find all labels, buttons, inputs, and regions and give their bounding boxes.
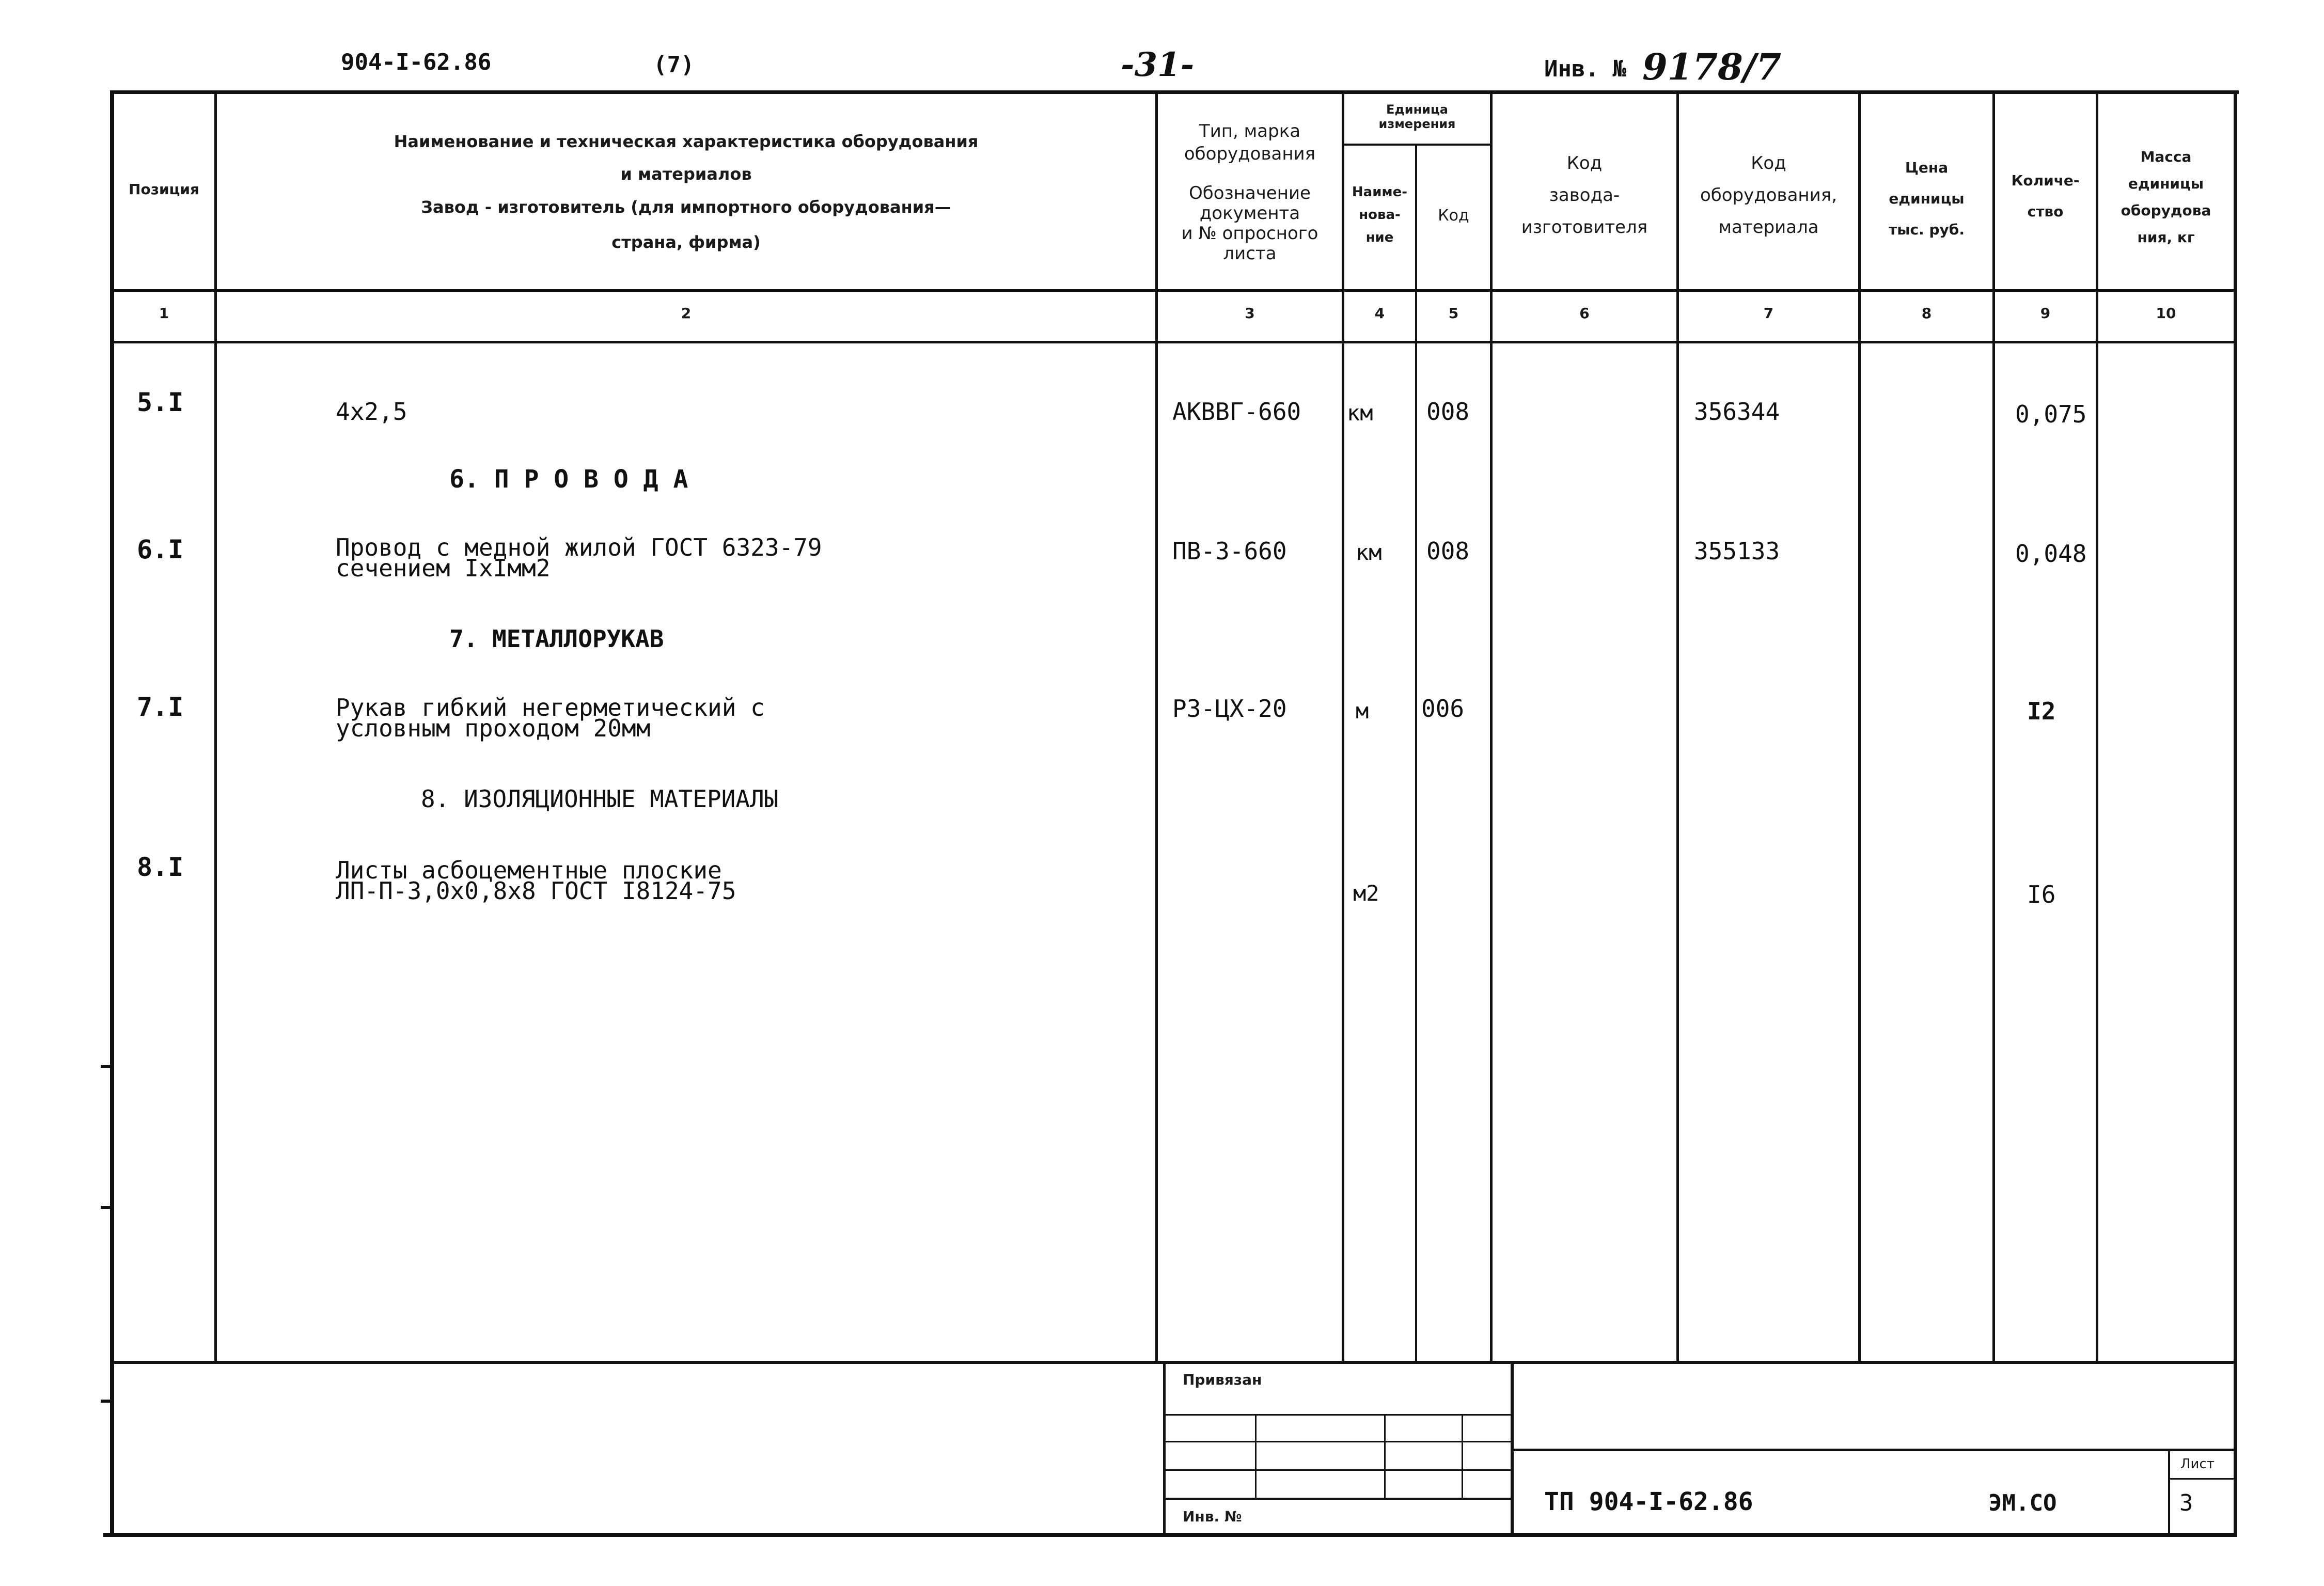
header-name-line2: и материалов	[620, 164, 752, 184]
row-8-1-name: Листы асбоцементные плоские ЛП-П-3,0x0,8x8 ГОСТ I8124-75	[336, 856, 736, 905]
numbers-bottom-line	[111, 341, 2236, 343]
col-sep-2	[1155, 90, 1158, 1362]
col-sep-3	[1342, 90, 1344, 1362]
stamp-document-title: ТП 904-I-62.86	[1544, 1487, 1753, 1516]
row-8-1-quantity: I6	[2027, 881, 2056, 908]
row-6-1-type: ПВ-3-660	[1172, 537, 1287, 565]
margin-tick-3	[101, 1400, 110, 1403]
row-5-1-unit: км	[1347, 400, 1373, 426]
header-bottom-line	[111, 289, 2236, 292]
col-number-5: 5	[1448, 305, 1459, 322]
stamp-sheet-number: 3	[2179, 1490, 2193, 1516]
row-6-1-name: Провод с медной жилой ГОСТ 6323-79 сечением IxIмм2	[336, 533, 822, 582]
row-8-1-position: 8.I	[137, 852, 184, 882]
stamp-grid-h2	[1165, 1441, 1511, 1442]
row-8-1-unit: м2	[1353, 881, 1379, 906]
section-metal-hose-title: 7. МЕТАЛЛОРУКАВ	[449, 625, 664, 653]
row-5-1-unit-code: 008	[1426, 398, 1470, 426]
col-number-1: 1	[159, 305, 169, 322]
header-position: Позиция	[129, 181, 199, 198]
row-7-1-name: Рукав гибкий негерметический с условным проходом 20мм	[336, 694, 765, 742]
col-sep-9	[2096, 90, 2098, 1362]
row-5-1-type: АКВВГ-660	[1172, 398, 1301, 426]
row-7-1-quantity: I2	[2027, 697, 2056, 725]
col-number-10: 10	[2156, 305, 2176, 322]
col-number-2: 2	[681, 305, 692, 322]
col-sep-5	[1490, 90, 1493, 1362]
stamp-inv-no: Инв. №	[1183, 1508, 1242, 1525]
header-price: Цена единицы тыс. руб.	[1888, 159, 1965, 238]
header-name-line4: страна, фирма)	[611, 232, 761, 252]
inventory-number: 9178/7	[1642, 45, 1782, 88]
row-6-1-unit: км	[1356, 540, 1382, 565]
unit-group-line	[1343, 144, 1491, 146]
part-number: (7)	[653, 52, 695, 78]
stamp-grid-h3	[1165, 1469, 1511, 1471]
col-number-7: 7	[1763, 305, 1774, 322]
frame-top	[111, 90, 2239, 94]
row-7-1-position: 7.I	[137, 692, 184, 722]
header-unit-group: Единица измерения	[1378, 102, 1456, 131]
stamp-left-border	[1163, 1362, 1166, 1535]
col-number-4: 4	[1374, 305, 1385, 322]
stamp-sheet-line	[2169, 1478, 2235, 1480]
header-document: Обозначение документа и № опросного листа	[1181, 183, 1318, 264]
header-name-line3: Завод - изготовитель (для импортного оборудования—	[421, 197, 951, 217]
col-number-6: 6	[1579, 305, 1590, 322]
header-quantity: Количе- ство	[2011, 172, 2080, 220]
header-material-code: Код оборудования, материала	[1700, 153, 1838, 238]
row-6-1-material-code: 355133	[1694, 537, 1780, 565]
page-number: -31-	[1121, 45, 1195, 84]
col-number-9: 9	[2040, 305, 2051, 322]
header-type: Тип, марка оборудования	[1184, 121, 1316, 164]
col-sep-7	[1858, 90, 1861, 1362]
doc-code: 904-I-62.86	[341, 49, 492, 75]
header-unit-name: Наиме- нова- ние	[1352, 184, 1408, 245]
row-5-1-name: 4x2,5	[336, 398, 407, 426]
col-sep-6	[1676, 90, 1679, 1362]
col-number-8: 8	[1921, 305, 1932, 322]
col-sep-4	[1415, 145, 1417, 1362]
stamp-sheet-label: Лист	[2180, 1456, 2215, 1472]
header-name-line1: Наименование и техническая характеристика оборудования	[394, 132, 979, 151]
section-wires-title: 6. П Р О В О Д А	[449, 465, 688, 494]
margin-tick-1	[101, 1065, 110, 1068]
row-5-1-position: 5.I	[137, 387, 184, 417]
row-6-1-unit-code: 008	[1426, 537, 1470, 565]
row-5-1-quantity: 0,075	[2015, 400, 2087, 428]
stamp-grid-h4	[1165, 1498, 1511, 1500]
frame-bottom	[103, 1533, 2237, 1537]
stamp-grid-v2	[1384, 1414, 1386, 1498]
stamp-grid-v3	[1462, 1414, 1463, 1498]
row-7-1-unit-code: 006	[1421, 695, 1465, 723]
margin-tick-2	[101, 1206, 110, 1209]
col-sep-8	[1992, 90, 1995, 1362]
header-manufacturer-code: Код завода- изготовителя	[1521, 153, 1648, 238]
inventory-label: Инв. №	[1544, 56, 1626, 82]
row-6-1-position: 6.I	[137, 535, 184, 564]
col-number-3: 3	[1245, 305, 1255, 322]
stamp-grid-v1	[1255, 1414, 1257, 1498]
section-insulation-title: 8. ИЗОЛЯЦИОННЫЕ МАТЕРИАЛЫ	[421, 785, 779, 813]
row-7-1-unit: м	[1356, 698, 1369, 724]
row-5-1-material-code: 356344	[1694, 398, 1780, 426]
header-unit-code: Код	[1438, 207, 1469, 225]
row-6-1-quantity: 0,048	[2015, 540, 2087, 568]
stamp-sheet-divider	[2168, 1450, 2170, 1534]
table-bottom-line	[111, 1361, 2236, 1364]
header-mass: Масса единицы оборудова ния, кг	[2121, 148, 2211, 246]
stamp-grid-h1	[1165, 1414, 1511, 1416]
stamp-title-top	[1512, 1449, 2235, 1451]
stamp-privyazan: Привязан	[1183, 1371, 1262, 1388]
row-7-1-type: РЗ-ЦХ-20	[1172, 695, 1287, 723]
frame-right	[2234, 90, 2237, 1536]
col-sep-1	[214, 90, 217, 1362]
stamp-mark: ЭМ.СО	[1988, 1490, 2057, 1516]
